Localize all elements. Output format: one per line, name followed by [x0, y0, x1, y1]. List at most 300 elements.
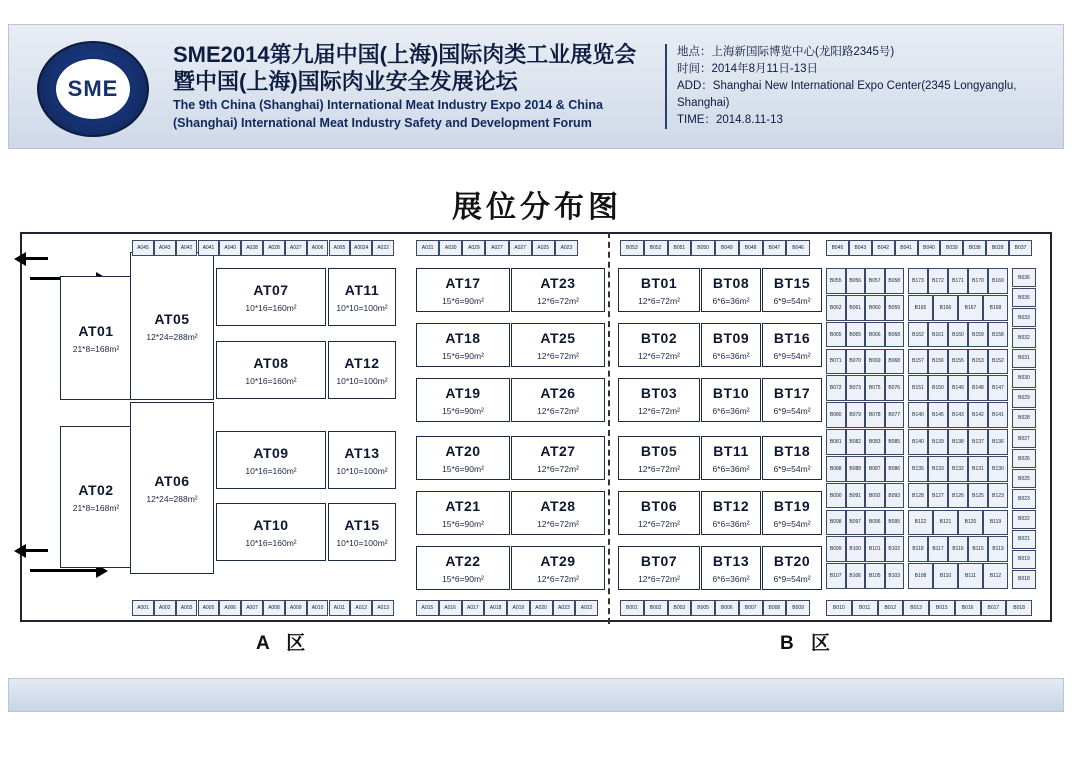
stand-cell[interactable]: B075	[865, 375, 885, 401]
stand-cell[interactable]: B003	[668, 600, 692, 616]
stand-cell[interactable]: B140	[908, 402, 928, 428]
stand-cell[interactable]: B165	[908, 295, 933, 321]
booth-AT11[interactable]	[328, 268, 396, 326]
stand-cell[interactable]: A005	[198, 600, 220, 616]
stand-cell[interactable]: B138	[948, 429, 968, 455]
booth-size: 12*6=72m²	[537, 463, 579, 474]
booth-size: 15*6=90m²	[442, 295, 484, 306]
stand-cell[interactable]: B136	[988, 429, 1008, 455]
stand-cell[interactable]: A041	[198, 240, 220, 256]
stand-cell[interactable]: A007	[241, 600, 263, 616]
stand-cell[interactable]: B100	[846, 536, 866, 562]
stand-cell[interactable]: B079	[846, 402, 866, 428]
booth-BT05[interactable]	[618, 436, 700, 480]
stand-cell[interactable]: B145	[928, 402, 948, 428]
stand-cell[interactable]: B060	[865, 295, 885, 321]
stand-cell[interactable]: B161	[928, 322, 948, 348]
booth-AT05[interactable]	[130, 252, 214, 400]
stand-cell[interactable]: B011	[852, 600, 878, 616]
stand-cell[interactable]: B072	[826, 375, 846, 401]
booth-size: 12*6=72m²	[638, 573, 680, 584]
booth-code: AT15	[344, 516, 380, 533]
stand-cell[interactable]: A028	[241, 240, 263, 256]
booth-AT15[interactable]	[328, 503, 396, 561]
stand-cell[interactable]: B157	[908, 349, 928, 375]
stand-cell[interactable]: A045	[132, 240, 154, 256]
stand-cell[interactable]: B085	[885, 429, 905, 455]
booth-size: 6*6=36m²	[712, 518, 750, 529]
booth-code: BT03	[640, 384, 678, 401]
booth-code: AT13	[344, 444, 380, 461]
stand-cell[interactable]: B122	[908, 510, 933, 536]
stand-cell[interactable]: B077	[885, 402, 905, 428]
booth-code: AT05	[154, 310, 190, 327]
stand-cell[interactable]: A010	[307, 600, 329, 616]
booth-BT13[interactable]	[701, 546, 761, 590]
booth-size: 12*6=72m²	[537, 573, 579, 584]
stand-cell[interactable]: A003	[176, 600, 198, 616]
booth-BT08[interactable]	[701, 268, 761, 312]
strip-a-bottom-left	[132, 600, 394, 616]
booth-size: 6*6=36m²	[712, 295, 750, 306]
stand-cell[interactable]: B068	[885, 322, 905, 348]
stand-cell[interactable]: B137	[968, 429, 988, 455]
stand-cell[interactable]: B173	[908, 268, 928, 294]
stand-cell[interactable]: B080	[826, 402, 846, 428]
stand-cell[interactable]: B086	[885, 456, 905, 482]
stand-cell[interactable]: A042	[176, 240, 198, 256]
stand-cell[interactable]: B015	[929, 600, 955, 616]
booth-code: AT09	[253, 444, 289, 461]
stand-cell[interactable]: B043	[849, 240, 872, 256]
booth-code: AT01	[78, 322, 114, 339]
stand-cell[interactable]: B135	[908, 456, 928, 482]
stand-cell[interactable]: B101	[865, 536, 885, 562]
stand-cell[interactable]: A027	[485, 240, 508, 256]
meta-venue-cn: 地点：上海新国际博览中心(龙阳路2345号)	[677, 46, 895, 58]
stand-cell[interactable]: A019	[507, 600, 530, 616]
stand-cell[interactable]: B126	[948, 483, 968, 509]
booth-code: BT08	[712, 274, 750, 291]
booth-code: AT18	[445, 329, 481, 346]
stand-cell[interactable]: A027	[509, 240, 532, 256]
booth-BT02[interactable]	[618, 323, 700, 367]
stand-cell[interactable]: A0024	[350, 240, 372, 256]
stand-cell[interactable]: A005	[329, 240, 351, 256]
stand-cell[interactable]: B018	[1006, 600, 1032, 616]
stand-cell[interactable]: B105	[865, 563, 885, 589]
booth-AT09[interactable]	[216, 431, 326, 489]
stand-cell[interactable]: B046	[786, 240, 810, 256]
stand-cell[interactable]: B128	[908, 483, 928, 509]
stand-cell[interactable]: B058	[885, 268, 905, 294]
stand-cell[interactable]: B152	[988, 349, 1008, 375]
stand-cell[interactable]: A018	[484, 600, 507, 616]
stand-cell[interactable]: B023	[1012, 489, 1036, 508]
booth-AT08[interactable]	[216, 341, 326, 399]
booth-AT19[interactable]	[416, 378, 510, 422]
stand-cell[interactable]: B119	[983, 510, 1008, 536]
stand-cell[interactable]: B142	[968, 402, 988, 428]
stand-cell[interactable]: B158	[988, 322, 1008, 348]
booth-BT18[interactable]	[762, 436, 822, 480]
booth-code: BT07	[640, 552, 678, 569]
stand-cell[interactable]: B028	[986, 240, 1009, 256]
booth-AT23[interactable]	[511, 268, 605, 312]
stand-cell[interactable]: B169	[988, 268, 1008, 294]
stand-cell[interactable]: B166	[933, 295, 958, 321]
stand-cell[interactable]: B009	[786, 600, 810, 616]
booth-BT12[interactable]	[701, 491, 761, 535]
stand-cell[interactable]: B088	[846, 456, 866, 482]
stand-cell[interactable]: A023	[555, 240, 578, 256]
stand-cell[interactable]: A022	[575, 600, 598, 616]
stand-cell[interactable]: B149	[948, 375, 968, 401]
stand-cell[interactable]: B001	[620, 600, 644, 616]
strip-b-bottom-left	[620, 600, 810, 616]
booth-BT20[interactable]	[762, 546, 822, 590]
booth-AT17[interactable]	[416, 268, 510, 312]
booth-BT06[interactable]	[618, 491, 700, 535]
stand-cell[interactable]: B081	[826, 429, 846, 455]
stand-cell[interactable]: A001	[132, 600, 154, 616]
strip-b-bottom-right	[826, 600, 1032, 616]
stand-cell[interactable]: B171	[948, 268, 968, 294]
booth-AT02[interactable]	[60, 426, 132, 568]
stand-cell[interactable]: A031	[416, 240, 439, 256]
booth-size: 21*8=168m²	[72, 343, 120, 354]
booth-code: AT21	[445, 497, 481, 514]
stand-cell[interactable]: B022	[1012, 510, 1036, 529]
stand-cell[interactable]: A025	[532, 240, 555, 256]
booth-size: 6*6=36m²	[712, 463, 750, 474]
stand-cell[interactable]: B019	[1012, 550, 1036, 569]
booth-code: AT19	[445, 384, 481, 401]
stand-cell[interactable]: B107	[826, 563, 846, 589]
booth-size: 10*16=160m²	[245, 375, 297, 386]
stand-cell[interactable]: B025	[1012, 469, 1036, 488]
stand-cell[interactable]: A022	[372, 240, 394, 256]
stand-cell[interactable]: B010	[826, 600, 852, 616]
stand-cell[interactable]: A009	[285, 600, 307, 616]
booth-size: 12*6=72m²	[638, 518, 680, 529]
stand-cell[interactable]: B132	[948, 456, 968, 482]
stand-cell[interactable]: B083	[865, 429, 885, 455]
stand-cell[interactable]: B051	[668, 240, 692, 256]
stand-cell[interactable]: B031	[1012, 349, 1036, 368]
stand-cell[interactable]: B035	[1012, 288, 1036, 307]
booth-size: 12*6=72m²	[638, 405, 680, 416]
booth-AT28[interactable]	[511, 491, 605, 535]
stand-cell[interactable]: B170	[968, 268, 988, 294]
booth-BT10[interactable]	[701, 378, 761, 422]
floor-plan	[8, 228, 1064, 660]
strip-a-bottom-mid	[416, 600, 598, 616]
meta-date-en: TIME：2014.8.11-13	[677, 114, 783, 126]
stand-cell[interactable]: B099	[826, 536, 846, 562]
stand-cell[interactable]: B017	[981, 600, 1007, 616]
booth-AT18[interactable]	[416, 323, 510, 367]
stand-cell[interactable]: B047	[763, 240, 787, 256]
stand-cell[interactable]: B120	[958, 510, 983, 536]
title-en-line1: The 9th China (Shanghai) International Meat Industry Expo 2014 & China	[173, 98, 603, 112]
logo-text: SME	[67, 75, 119, 101]
stand-cell[interactable]: A029	[462, 240, 485, 256]
booth-BT16[interactable]	[762, 323, 822, 367]
stand-cell[interactable]: B102	[885, 536, 905, 562]
stand-cell[interactable]: B061	[846, 295, 866, 321]
booth-code: AT25	[540, 329, 576, 346]
stand-cell[interactable]: B059	[885, 295, 905, 321]
stand-cell[interactable]: B118	[908, 536, 928, 562]
stand-cell[interactable]: B069	[865, 349, 885, 375]
stand-cell[interactable]: B070	[846, 349, 866, 375]
stand-cell[interactable]: B036	[1012, 268, 1036, 287]
stand-cell[interactable]: B057	[865, 268, 885, 294]
b-right-column	[1012, 268, 1036, 590]
stand-cell[interactable]: B056	[846, 268, 866, 294]
stand-cell[interactable]: A017	[462, 600, 485, 616]
stand-cell[interactable]: B032	[1012, 328, 1036, 347]
stand-cell[interactable]: B151	[908, 375, 928, 401]
booth-BT15[interactable]	[762, 268, 822, 312]
stand-cell[interactable]: B172	[928, 268, 948, 294]
stand-cell[interactable]: B006	[715, 600, 739, 616]
booth-BT09[interactable]	[701, 323, 761, 367]
stand-cell[interactable]: B082	[846, 429, 866, 455]
stand-cell[interactable]: B141	[988, 402, 1008, 428]
stand-cell[interactable]: B005	[691, 600, 715, 616]
stand-cell[interactable]: B041	[895, 240, 918, 256]
stand-cell[interactable]: B008	[763, 600, 787, 616]
stand-cell[interactable]: B045	[826, 240, 849, 256]
page-title: 展位分布图	[452, 191, 622, 224]
booth-size: 12*6=72m²	[638, 463, 680, 474]
stand-cell[interactable]: B140	[908, 429, 928, 455]
booth-code: AT20	[445, 442, 481, 459]
booth-BT03[interactable]	[618, 378, 700, 422]
stand-cell[interactable]: B062	[826, 295, 846, 321]
stand-cell[interactable]: A020	[530, 600, 553, 616]
stand-cell[interactable]: B066	[865, 322, 885, 348]
booth-AT06[interactable]	[130, 402, 214, 574]
stand-cell[interactable]: B028	[1012, 409, 1036, 428]
stand-cell[interactable]: B050	[691, 240, 715, 256]
stand-cell[interactable]: A040	[219, 240, 241, 256]
booth-size: 10*10=100m²	[336, 375, 388, 386]
stand-cell[interactable]: B018	[1012, 570, 1036, 589]
booth-AT12[interactable]	[328, 341, 396, 399]
booth-code: BT11	[713, 442, 749, 459]
stand-cell[interactable]: B002	[644, 600, 668, 616]
booth-BT17[interactable]	[762, 378, 822, 422]
stand-cell[interactable]: B040	[918, 240, 941, 256]
stand-cell[interactable]: B148	[968, 375, 988, 401]
stand-cell[interactable]: B121	[933, 510, 958, 536]
title-cn-sub: 暨中国(上海)国际肉业安全发展论坛	[173, 69, 518, 94]
booth-size: 12*6=72m²	[638, 350, 680, 361]
stand-cell[interactable]: A011	[329, 600, 351, 616]
stand-cell[interactable]: B131	[968, 456, 988, 482]
stand-cell[interactable]: B088	[826, 456, 846, 482]
footer-band	[8, 678, 1064, 712]
stand-cell[interactable]: B111	[958, 563, 983, 589]
stand-cell[interactable]: B160	[948, 322, 968, 348]
stand-cell[interactable]: B130	[988, 456, 1008, 482]
stand-cell[interactable]: B139	[928, 429, 948, 455]
booth-AT26[interactable]	[511, 378, 605, 422]
booth-AT20[interactable]	[416, 436, 510, 480]
stand-cell[interactable]: B049	[715, 240, 739, 256]
stand-cell[interactable]: B039	[940, 240, 963, 256]
stand-cell[interactable]: B117	[928, 536, 948, 562]
stand-cell[interactable]: A012	[350, 600, 372, 616]
stand-cell[interactable]: B115	[968, 536, 988, 562]
stand-cell[interactable]: A028	[263, 240, 285, 256]
booth-BT01[interactable]	[618, 268, 700, 312]
booth-AT10[interactable]	[216, 503, 326, 561]
booth-code: AT28	[540, 497, 576, 514]
stand-cell[interactable]: A002	[154, 600, 176, 616]
stand-cell[interactable]: B098	[826, 510, 846, 536]
booth-size: 10*16=160m²	[245, 465, 297, 476]
stand-cell[interactable]: B096	[865, 510, 885, 536]
booth-size: 10*10=100m²	[336, 465, 388, 476]
stand-cell[interactable]: B033	[1012, 308, 1036, 327]
stand-cell[interactable]: B073	[846, 375, 866, 401]
booth-AT07[interactable]	[216, 268, 326, 326]
stand-cell[interactable]: A013	[372, 600, 394, 616]
stand-cell[interactable]: B093	[885, 483, 905, 509]
stand-cell[interactable]: B026	[1012, 449, 1036, 468]
booth-AT27[interactable]	[511, 436, 605, 480]
stand-cell[interactable]: B053	[620, 240, 644, 256]
stand-cell[interactable]: B143	[948, 402, 968, 428]
booth-AT25[interactable]	[511, 323, 605, 367]
booth-size: 6*6=36m²	[712, 573, 750, 584]
stand-cell[interactable]: B052	[644, 240, 668, 256]
booth-code: AT23	[540, 274, 576, 291]
booth-size: 12*6=72m²	[537, 295, 579, 306]
zone-divider	[608, 232, 610, 624]
stand-cell[interactable]: A023	[553, 600, 576, 616]
booth-code: AT12	[344, 354, 380, 371]
stand-cell[interactable]: B092	[865, 483, 885, 509]
stand-cell[interactable]: B150	[928, 375, 948, 401]
stand-cell[interactable]: B013	[903, 600, 929, 616]
stand-cell[interactable]: A030	[439, 240, 462, 256]
entrance-arrow-top-left	[14, 252, 50, 266]
stand-cell[interactable]: B155	[948, 349, 968, 375]
header-titles	[173, 42, 665, 131]
stand-cell[interactable]: B095	[885, 510, 905, 536]
stand-cell[interactable]: B108	[908, 563, 933, 589]
event-meta	[665, 44, 1047, 129]
stand-cell[interactable]: B112	[983, 563, 1008, 589]
stand-cell[interactable]: B068	[885, 349, 905, 375]
stand-cell[interactable]: B091	[846, 483, 866, 509]
stand-cell[interactable]: B106	[846, 563, 866, 589]
stand-cell[interactable]: B078	[865, 402, 885, 428]
strip-a-top-left	[132, 240, 394, 256]
stand-cell[interactable]: A006	[307, 240, 329, 256]
stand-cell[interactable]: B029	[1012, 389, 1036, 408]
stand-cell[interactable]: B087	[865, 456, 885, 482]
stand-cell[interactable]: B127	[928, 483, 948, 509]
booth-AT22[interactable]	[416, 546, 510, 590]
booth-size: 10*10=100m²	[336, 302, 388, 313]
booth-AT21[interactable]	[416, 491, 510, 535]
stand-cell[interactable]: B048	[739, 240, 763, 256]
booth-size: 12*24=288m²	[146, 331, 198, 342]
booth-code: BT19	[773, 497, 811, 514]
stand-cell[interactable]: B153	[968, 349, 988, 375]
booth-BT07[interactable]	[618, 546, 700, 590]
stand-cell[interactable]: A043	[154, 240, 176, 256]
booth-code: AT11	[344, 281, 380, 298]
stand-cell[interactable]: B125	[968, 483, 988, 509]
stand-cell[interactable]: B156	[928, 349, 948, 375]
stand-cell[interactable]: B012	[878, 600, 904, 616]
sme-logo	[31, 37, 159, 137]
stand-cell[interactable]: B113	[988, 536, 1008, 562]
booth-BT19[interactable]	[762, 491, 822, 535]
booth-AT13[interactable]	[328, 431, 396, 489]
booth-AT01[interactable]	[60, 276, 132, 400]
stand-cell[interactable]: B042	[872, 240, 895, 256]
stand-cell[interactable]: B147	[988, 375, 1008, 401]
stand-cell[interactable]: B110	[933, 563, 958, 589]
stand-cell[interactable]: B007	[739, 600, 763, 616]
booth-code: BT10	[712, 384, 750, 401]
booth-AT29[interactable]	[511, 546, 605, 590]
stand-cell[interactable]: A016	[439, 600, 462, 616]
stand-cell[interactable]: B123	[988, 483, 1008, 509]
stand-cell[interactable]: A006	[219, 600, 241, 616]
meta-date-cn: 时间：2014年8月11日-13日	[677, 63, 819, 75]
stand-cell[interactable]: B065	[846, 322, 866, 348]
stand-cell[interactable]: B027	[1012, 429, 1036, 448]
stand-cell[interactable]: B076	[885, 375, 905, 401]
stand-cell[interactable]: B055	[826, 268, 846, 294]
stand-cell[interactable]: B038	[963, 240, 986, 256]
stand-cell[interactable]: A015	[416, 600, 439, 616]
stand-cell[interactable]: B159	[968, 322, 988, 348]
booth-code: AT22	[445, 552, 481, 569]
stand-cell[interactable]: B016	[955, 600, 981, 616]
stand-cell[interactable]: B167	[958, 295, 983, 321]
stand-cell[interactable]: B030	[1012, 369, 1036, 388]
stand-cell[interactable]: B090	[826, 483, 846, 509]
stand-cell[interactable]: A008	[263, 600, 285, 616]
stand-cell[interactable]: B168	[983, 295, 1008, 321]
stand-cell[interactable]: B116	[948, 536, 968, 562]
booth-BT11[interactable]	[701, 436, 761, 480]
stand-cell[interactable]: B103	[885, 563, 905, 589]
stand-cell[interactable]: B021	[1012, 530, 1036, 549]
stand-cell[interactable]: B037	[1009, 240, 1032, 256]
booth-size: 6*6=36m²	[712, 405, 750, 416]
stand-cell[interactable]: A027	[285, 240, 307, 256]
stand-cell[interactable]: B162	[908, 322, 928, 348]
stand-cell[interactable]: B133	[928, 456, 948, 482]
booth-code: BT05	[640, 442, 678, 459]
stand-cell[interactable]: B071	[826, 349, 846, 375]
stand-cell[interactable]: B097	[846, 510, 866, 536]
booth-code: BT18	[773, 442, 811, 459]
stand-cell[interactable]: B065	[826, 322, 846, 348]
zone-a-label: A 区	[256, 633, 312, 654]
